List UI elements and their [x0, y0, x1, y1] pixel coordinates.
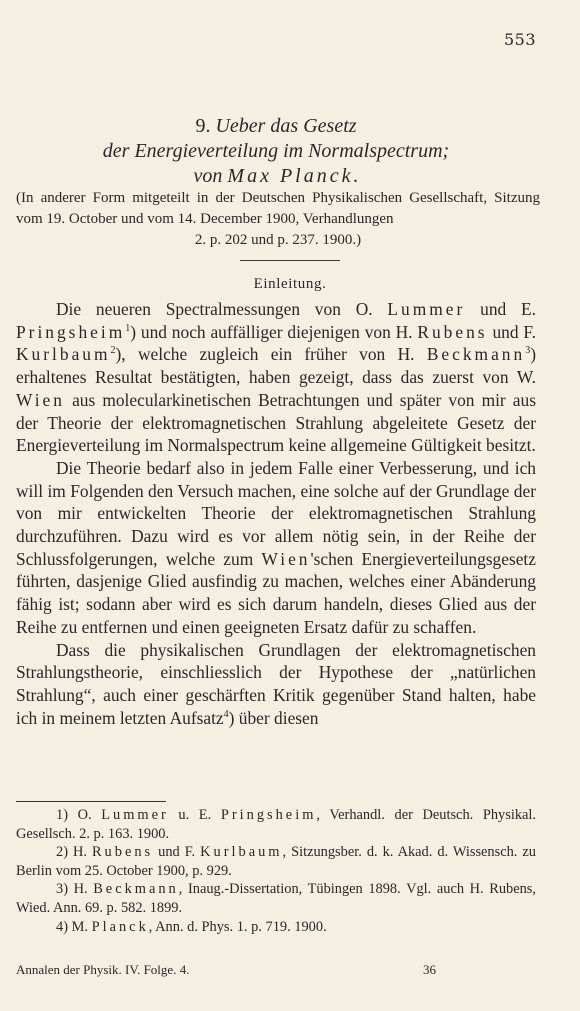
publication-note-end: 2. p. 202 und p. 237. 1900.) [194, 232, 362, 248]
text-run: Dass die physikalischen Grundlagen der elektromagnetischen Strahlungstheorie, einschliesslich der Hypothese der „natürlichen Strahlung“, auch einer geschärften Kritik gegenüber Stand halten, habe ich in meinem letzten Aufsatz [16, 639, 536, 728]
text-run: ) und noch auffälliger diejenigen von H. [130, 321, 413, 342]
publication-note-text: (In anderer Form mitgeteilt in der Deutschen Physikalischen Gesellschaft, Sitzung vom 19. October und vom 14. December 1900, Verhandlungen [16, 190, 540, 227]
section-heading: Einleitung. [253, 276, 327, 292]
publication-note [16, 188, 540, 251]
author-name: Rubens [91, 844, 154, 861]
footnote-text: , Inaug.-Dissertation, Tübingen 1898. Vgl. auch H. Rubens, Wied. Ann. 69. p. 582. 1899. [16, 881, 536, 916]
title-line-3 [16, 164, 536, 189]
footnote-ref: 3 [525, 345, 531, 357]
footnote-text: , Verhandl. der Deutsch. Physikal. Gesellsch. 2. p. 163. 1900. [16, 807, 537, 842]
text-run: 'schen Energieverteilungsgesetz führten, dasjenige Glied ausfindig zu machen, welches einer Abänderung fähig ist; sodann aber wird es sich darum handeln, dieses Glied aus der Reihe zu entfernen und einen geeigneten Ersatz dafür zu schaffen. [16, 548, 536, 637]
footnote-3 [16, 880, 536, 917]
text-run: Die Theorie bedarf also in jedem Falle einer Verbesserung, und ich will im Folgenden den Versuch machen, eine solche auf der Grundlage der von mir entwickelten Theorie der elektromagnetischen Strahlung durchzuführen. Dazu wird es vor allem nötig sein, in der Reihe der Schlussfolgerungen, welche zum [16, 457, 536, 569]
footnote-text: , Sitzungsber. d. k. Akad. d. Wissensch. zu Berlin vom 25. October 1900, p. 929. [16, 844, 536, 879]
title-divider [240, 260, 340, 261]
title-line-2: der Energieverteilung im Normalspectrum; [102, 140, 450, 162]
author-name: Lummer [387, 299, 466, 319]
author-name: Wien [261, 548, 311, 569]
article-number: 9. [195, 115, 211, 137]
author-name: Kurlbaum [16, 344, 111, 365]
footnote-2 [16, 843, 536, 880]
author-name: Beckmann [93, 881, 179, 898]
text-run: und F. [158, 844, 196, 861]
author-name: Planck [91, 918, 149, 935]
title-suffix: . [353, 165, 359, 187]
footnote-text: , Ann. d. Phys. 1. p. 719. 1900. [148, 918, 327, 935]
author-name: Pringsheim [220, 807, 317, 823]
footnote-ref: 4 [223, 708, 229, 720]
text-run: und F. [492, 321, 536, 342]
article-body [16, 298, 536, 729]
author-name: Max Planck [227, 165, 354, 187]
title-line-1 [16, 114, 536, 139]
signature-number: 36 [423, 962, 436, 977]
text-run: u. E. [178, 807, 212, 823]
footnote-4 [16, 918, 536, 937]
text-run: ), welche zugleich ein früher von H. [115, 344, 415, 365]
title-prefix: von [193, 165, 228, 187]
footnote-ref: 2 [110, 345, 116, 357]
author-name: Pringsheim [16, 321, 126, 342]
paragraph-2 [16, 457, 536, 639]
running-footer [16, 962, 436, 978]
text-run: und E. [480, 299, 536, 319]
footnotes [16, 806, 536, 936]
text-run: Die neueren Spectralmessungen von O. [56, 299, 373, 319]
paragraph-3 [16, 639, 536, 730]
author-name: Beckmann [426, 344, 526, 365]
paragraph-1 [16, 298, 536, 457]
footnote-mark: 3) H. [56, 881, 88, 898]
text-run: aus molecularkinetischen Betrachtungen und später von mir aus der Theorie der elektromagnetischen Strahlung abgeleitete Gesetz der Energieverteilung im Normalspectrum keine allgemeine Gültigkeit besitzt. [16, 389, 536, 456]
text-run: ) erhaltenes Resultat bestätigten, haben gezeigt, dass das zuerst von W. [16, 344, 536, 388]
title-text-1: Ueber das Gesetz [215, 115, 357, 137]
footnote-1 [16, 806, 536, 843]
author-name: Wien [16, 389, 65, 410]
author-name: Kurlbaum [200, 844, 283, 861]
footnote-divider [16, 801, 166, 802]
footnote-mark: 2) H. [56, 844, 87, 861]
journal-reference: Annalen der Physik. IV. Folge. 4. [16, 962, 190, 977]
footnote-mark: 4) M. [56, 918, 88, 935]
footnote-ref: 1 [125, 322, 131, 334]
author-name: Rubens [417, 321, 488, 342]
footnote-mark: 1) O. [56, 807, 92, 823]
page-number: 553 [503, 30, 536, 49]
text-run: ) über diesen [228, 707, 319, 728]
author-name: Lummer [101, 807, 169, 823]
article-title [16, 114, 536, 189]
